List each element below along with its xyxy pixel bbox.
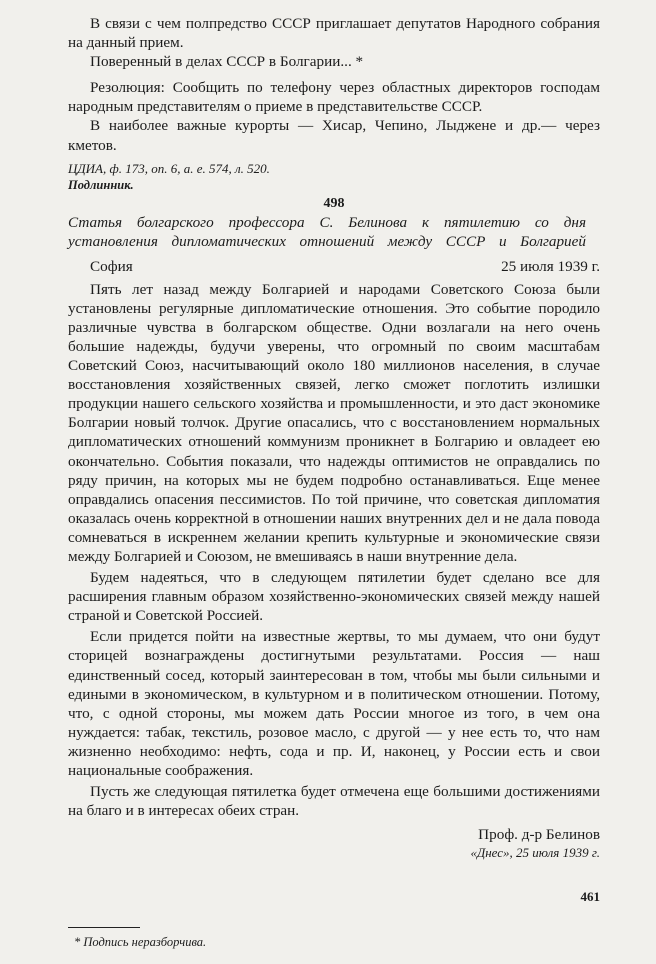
author-signature: Проф. д-р Белинов bbox=[478, 826, 600, 844]
document-title-line-2: установления дипломатических отношений между СССР и Болгарией bbox=[68, 232, 586, 250]
article-paragraph-2: Будем надеяться, что в следующем пятилетии будет сделано все для расширения главным образом хозяйственно-экономических связей между нашей страной и Советской Россией. bbox=[68, 569, 600, 625]
article-paragraph-1: Пять лет назад между Болгарией и народами Советского Союза были установлены регулярные дипломатические отношения. Это событие породило различные чувства в болгарском обществе. Одни возлагали на него очень большие надежды, будучи уверены, что огромный по своим масштабам Советский Союз, насчитывающий около 180 миллионов населения, в случае восстановления хозяйственных связей, легко сможет поглотить излишки продукции нашего сельского хозяйства и промышленности, и это даст экономике Болгарии новый толчок. Другие опасались, что с восстановлением нормальных дипломатических отношений коммунизм проникнет в Болгарию и овладеет ею окончательно. События показали, что надежды оптимистов не оправдались по ряду причин, на которых мы не будем подробно останавливаться. Еще менее оправдались опасения пессимистов. По той причине, что советская дипломатия оказалась очень корректной в отношении наших внутренних дел и не дала повода сомневаться в искреннем желании крепить культурные и экономические связи между Болгарией и Союзом, не вмешиваясь в наши внутренние дела. bbox=[68, 280, 600, 565]
article-paragraph-4: Пусть же следующая пятилетка будет отмечена еще большими достижениями на благо и в интересах обеих стран. bbox=[68, 783, 600, 820]
footnote: * Подпись неразборчива. bbox=[74, 935, 207, 950]
publication-source: «Днес», 25 июля 1939 г. bbox=[470, 845, 600, 861]
intro-paragraph: В связи с чем полпредство СССР приглашает депутатов Народного собрания на данный прием. bbox=[68, 15, 600, 52]
document-title bbox=[68, 213, 600, 251]
original-note: Подлинник. bbox=[68, 177, 134, 192]
document-number: 498 bbox=[323, 195, 345, 211]
charge-daffaires-line: Поверенный в делах СССР в Болгарии... * bbox=[90, 53, 364, 71]
page-number: 461 bbox=[580, 889, 600, 904]
resolution-paragraph: Резолюция: Сообщить по телефону через областных директоров господам народным представителям о приеме в представительстве СССР. bbox=[68, 79, 600, 116]
archive-source: ЦДИА, ф. 173, оп. 6, а. е. 574, л. 520. bbox=[68, 160, 270, 176]
place-date-row bbox=[68, 257, 600, 276]
footnote-divider bbox=[68, 927, 140, 928]
article-paragraph-3: Если придется пойти на известные жертвы, то мы думаем, что они будут сторицей вознаграждены достигнутыми результатами. Россия — наш единственный сосед, который заинтересован в том, чтобы мы были сильными и едиными в экономическом, в культурном и в политическом отношении. Потому, что, с одной стороны, мы можем дать России многое из того, в чем она нуждается: табак, текстиль, розовое масло, с другой — у нее есть то, что нам жизненно необходимо: нефть, сода и пр. И, наконец, у России есть и свои национальные соображения. bbox=[68, 628, 600, 779]
document-place: София bbox=[90, 257, 133, 275]
resorts-paragraph: В наиболее важные курорты — Хисар, Чепино, Лыджене и др.— через кметов. bbox=[68, 117, 600, 154]
document-title-line-1: Статья болгарского профессора С. Белинова к пятилетию со дня bbox=[68, 213, 586, 231]
document-date: 25 июля 1939 г. bbox=[501, 257, 600, 275]
